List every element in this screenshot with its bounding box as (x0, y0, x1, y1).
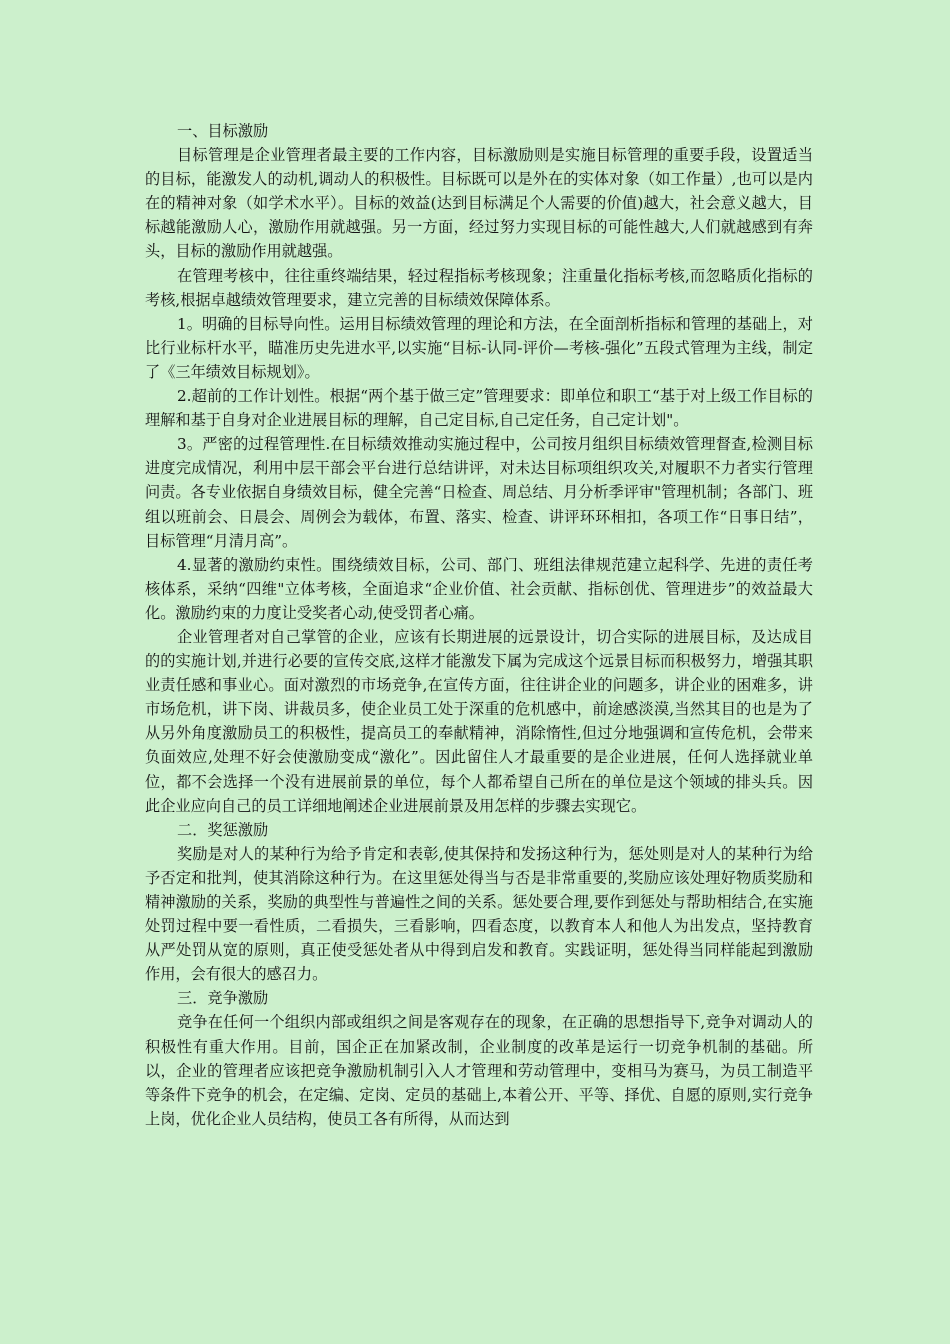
section-heading-reward-punishment: 二．奖惩激励 (177, 820, 269, 839)
paragraph: 奖励是对人的某种行为给予肯定和表彰,使其保持和发扬这种行为，惩处则是对人的某种行为给予否定和批判，使其消除这种行为。在这里惩处得当与否是非常重要的,奖励应该处理好物质奖励和精神激励的关系，奖励的典型性与普遍性之间的关系。惩处要合理,要作到惩处与帮助相结合,在实施处罚过程中要一看性质，二看损失，三看影响，四看态度，以教育本人和他人为出发点，坚持教育从严处罚从宽的原则，真正使受惩处者从中得到启发和教育。实践证明，惩处得当同样能起到激励作用，会有很大的感召力。 (145, 844, 813, 984)
paragraph: 竞争在任何一个组织内部或组织之间是客观存在的现象，在正确的思想指导下,竞争对调动人的积极性有重大作用。目前，国企正在加紧改制，企业制度的改革是运行一切竞争机制的基础。所以，企业的管理者应该把竞争激励机制引入人才管理和劳动管理中，变相马为赛马，为员工制造平等条件下竞争的机会，在定编、定岗、定员的基础上,本着公开、平等、择优、自愿的原则,实行竞争上岗，优化企业人员结构，使员工各有所得，从而达到 (145, 1013, 813, 1128)
paragraph: 企业管理者对自己掌管的企业，应该有长期进展的远景设计，切合实际的进展目标，及达成目的的实施计划,并进行必要的宣传交底,这样才能激发下属为完成这个远景目标而积极努力，增强其职业责任感和事业心。面对激烈的市场竞争,在宣传方面，往往讲企业的问题多，讲企业的困难多，讲市场危机，讲下岗、讲裁员多，使企业员工处于深重的危机感中，前途感淡漠,当然其目的也是为了从另外角度激励员工的积极性，提高员工的奉献精神，消除惰性,但过分地强调和宣传危机，会带来负面效应,处理不好会使激励变成“激化”。因此留住人才最重要的是企业进展，任何人选择就业单位，都不会选择一个没有进展前景的单位，每个人都希望自己所在的单位是这个领域的排头兵。因此企业应向自己的员工详细地阐述企业进展前景及用怎样的步骤去实现它。 (145, 627, 813, 815)
paragraph: 目标管理是企业管理者最主要的工作内容，目标激励则是实施目标管理的重要手段，设置适当的目标，能激发人的动机,调动人的积极性。目标既可以是外在的实体对象（如工作量）,也可以是内在的精神对象（如学术水平）。目标的效益(达到目标满足个人需要的价值)越大，社会意义越大，目标越能激励人心，激励作用就越强。另一方面，经过努力实现目标的可能性越大,人们就越感到有奔头，目标的激励作用就越强。 (145, 146, 813, 261)
list-item-2: 2.超前的工作计划性。根据“两个基于做三定”管理要求：即单位和职工“基于对上级工作目标的理解和基于自身对企业进展目标的理解，自己定目标,自己定任务，自己定计划"。 (145, 387, 813, 430)
list-item-3: 3。严密的过程管理性.在目标绩效推动实施过程中，公司按月组织目标绩效管理督查,检测目标进度完成情况，利用中层干部会平台进行总结讲评，对未达目标项组织攻关,对履职不力者实行管理问责。各专业依据自身绩效目标，健全完善“日检查、周总结、月分析季评审"管理机制；各部门、班组以班前会、日晨会、周例会为载体，布置、落实、检查、讲评环环相扣，各项工作“日事日结”，目标管理“月清月高”。 (145, 435, 813, 550)
list-item-1: 1。明确的目标导向性。运用目标绩效管理的理论和方法，在全面剖析指标和管理的基础上，对比行业标杆水平，瞄准历史先进水平,以实施“目标-认同-评价—考核-强化”五段式管理为主线，制定了《三年绩效目标规划》。 (145, 314, 813, 381)
document-body (145, 119, 813, 1131)
section-heading-competition: 三．竞争激励 (177, 989, 269, 1008)
section-heading-goal-incentive: 一、目标激励 (177, 122, 269, 140)
paragraph: 在管理考核中，往往重终端结果，轻过程指标考核现象；注重量化指标考核,而忽略质化指标的考核,根据卓越绩效管理要求，建立完善的目标绩效保障体系。 (145, 266, 813, 309)
list-item-4: 4.显著的激励约束性。围绕绩效目标，公司、部门、班组法律规范建立起科学、先进的责任考核体系，采纳“四维"立体考核，全面追求“企业价值、社会贡献、指标创优、管理进步”的效益最大化。激励约束的力度让受奖者心动,使受罚者心痛。 (145, 555, 813, 622)
